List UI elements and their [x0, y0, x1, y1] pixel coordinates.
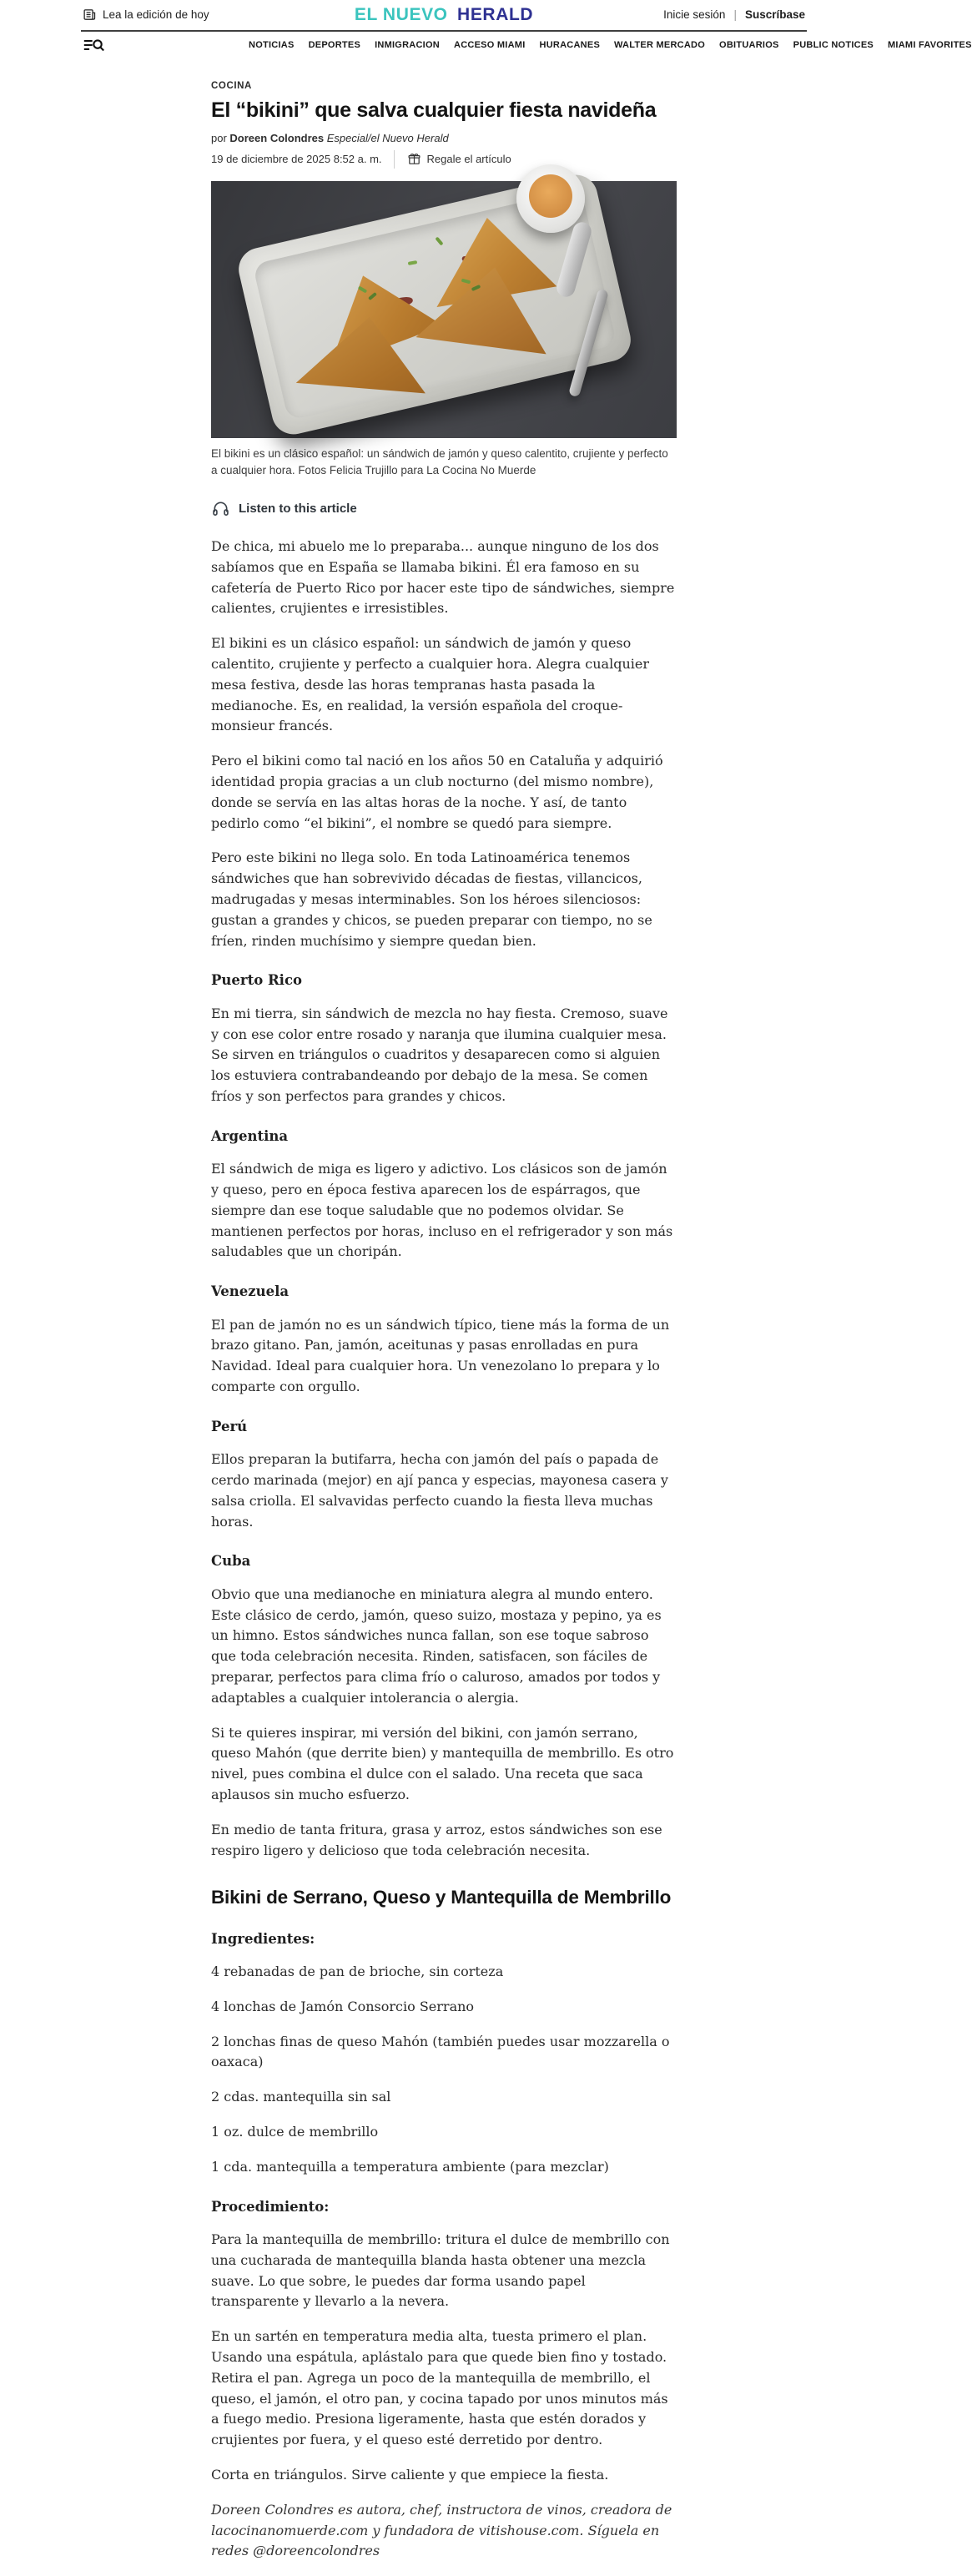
article-paragraph: Pero este bikini no llega solo. En toda Latinoamérica tenemos sándwiches que han sobrevivido décadas de fiestas, villancicos, madrugadas y mesas interminables. Son los héroes silenciosos: gustan a grandes y chicos, se pueden preparar con tiempo, no se fríen, rinden muchísimo y siempre quedan bien. — [211, 849, 652, 949]
nav-item-miami-favorites[interactable]: MIAMI FAVORITES — [888, 40, 972, 50]
article-subheading: Puerto Rico — [211, 972, 302, 989]
byline-prefix: por — [211, 131, 227, 144]
article-paragraph: Pero el bikini como tal nació en los años 50 en Cataluña y adquirió identidad propia gracias a un club nocturno (del mismo nombre), donde se servía en las altas horas de la noche. Y así, de tanto pedirlo como “el bikini”, el nombre se quedó para siempre. — [211, 753, 663, 831]
logo-primary: EL NUEVO — [354, 4, 448, 24]
account-divider: | — [733, 8, 737, 21]
article — [211, 59, 677, 2562]
photo-ramekin-spread — [529, 174, 572, 218]
nav-item-huracanes[interactable]: HURACANES — [539, 40, 601, 50]
article-paragraph: De chica, mi abuelo me lo preparaba... aunque ninguno de los dos sabíamos que en España se llamaba bikini. Él era famoso en su cafetería de Puerto Rico por hacer este tipo de sándwiches, siempre calientes, crujientes e irresistibles. — [211, 538, 675, 617]
site-header — [81, 0, 972, 59]
article-paragraph: 1 cda. mantequilla a temperatura ambiente (para mezclar) — [211, 2158, 609, 2175]
article-paragraph: 1 oz. dulce de membrillo — [211, 2123, 379, 2140]
nav-item-inmigracion[interactable]: INMIGRACION — [375, 40, 440, 50]
article-subheading: Perú — [211, 1418, 248, 1434]
article-paragraph: Para la mantequilla de membrillo: tritura el dulce de membrillo con una cucharada de mantequilla blanda hasta obtener una mezcla suave. Lo que sobre, le puedes dar forma usando papel transparente y llevarlo a la nevera. — [211, 2231, 670, 2310]
nav-item-public-notices[interactable]: PUBLIC NOTICES — [793, 40, 874, 50]
photo-caption: El bikini es un clásico español: un sándwich de jamón y queso calentito, crujiente y perfecto a cualquier hora. Fotos Felicia Trujillo para La Cocina No Muerde — [211, 446, 668, 476]
account-links — [663, 8, 805, 21]
publish-date: 19 de diciembre de 2025 8:52 a. m. — [211, 153, 382, 165]
article-meta — [211, 150, 677, 169]
brand-logo[interactable] — [355, 5, 533, 25]
menu-search-button[interactable] — [83, 38, 105, 53]
byline — [211, 132, 677, 144]
headphones-icon — [211, 499, 230, 518]
edition-label: Lea la edición de hoy — [103, 8, 209, 21]
article-subheading: Procedimiento: — [211, 2198, 330, 2215]
edition-link[interactable] — [83, 8, 209, 22]
article-paragraph: 2 cdas. mantequilla sin sal — [211, 2089, 391, 2105]
primary-nav — [249, 40, 972, 50]
primary-navbar — [81, 32, 972, 59]
nav-item-obituarios[interactable]: OBITUARIOS — [719, 40, 779, 50]
article-paragraph: 4 lonchas de Jamón Consorcio Serrano — [211, 1998, 475, 2014]
article-paragraph: El sándwich de miga es ligero y adictivo. Los clásicos son de jamón y queso, pero en época festiva aparecen los de espárragos, que siempre dan ese toque saludable que no podemos olvidar. Se mantienen perfectos por horas, incluso en el refrigerador y son más saludables que un choripán. — [211, 1161, 673, 1260]
article-subheading: Ingredientes: — [211, 1930, 315, 1947]
article-paragraph: Ellos preparan la butifarra, hecha con jamón del país o papada de cerdo marinada (mejor) en ají panca y especias, mayonesa casera y salsa criolla. El salvavidas perfecto cuando la fiesta lleva muchas horas. — [211, 1451, 668, 1530]
article-subheading: Cuba — [211, 1553, 251, 1570]
article-paragraph: Si te quieres inspirar, mi versión del bikini, con jamón serrano, queso Mahón (que derrite bien) y mantequilla de membrillo. Es otro nivel, pues combina el dulce con el salado. Una receta que saca aplausos sin mucho esfuerzo. — [211, 1724, 674, 1803]
recipe-title: Bikini de Serrano, Queso y Mantequilla de Membrillo — [211, 1887, 672, 1908]
article-paragraph: En mi tierra, sin sándwich de mezcla no hay fiesta. Cremoso, suave y con ese color entre rosado y naranja que ilumina cualquier mesa. Se sirven en triángulos o cuadritos y desaparecen como si alguien los estuviera contrabandeando por debajo de la mesa. Se comen fríos y son perfectos para grandes y chicos. — [211, 1005, 668, 1104]
gift-article-link[interactable] — [394, 150, 511, 169]
article-paragraph: Corta en triángulos. Sirve caliente y que empiece la fiesta. — [211, 2466, 609, 2483]
nav-item-walter-mercado[interactable]: WALTER MERCADO — [614, 40, 706, 50]
article-paragraph: 2 lonchas finas de queso Mahón (también puedes usar mozzarella o oaxaca) — [211, 2033, 670, 2070]
article-subheading: Venezuela — [211, 1283, 290, 1300]
article-paragraph: 4 rebanadas de pan de brioche, sin corteza — [211, 1964, 504, 1979]
author-bio: Doreen Colondres es autora, chef, instructora de vinos, creadora de lacocinanomuerde.com y fundadora de vitishouse.com. Síguela en redes @doreencolondres — [211, 2501, 672, 2559]
newspaper-icon — [83, 8, 97, 22]
article-paragraph: El bikini es un clásico español: un sándwich de jamón y queso calentito, crujiente y perfecto a cualquier hora. Alegra cualquier mesa festiva, desde las horas tempranas hasta pasada la medianoche. Es, en realidad, la versión española del croque-monsieur francés. — [211, 635, 649, 734]
article-title: El “bikini” que salva cualquier fiesta navideña — [211, 98, 657, 122]
topbar — [81, 0, 807, 32]
signin-link[interactable]: Inicie sesión — [663, 8, 726, 21]
menu-search-icon — [83, 38, 105, 53]
section-kicker[interactable]: COCINA — [211, 81, 252, 91]
nav-item-acceso-miami[interactable]: ACCESO MIAMI — [454, 40, 526, 50]
listen-label: Listen to this article — [239, 502, 357, 516]
listen-row[interactable] — [211, 499, 677, 518]
article-subheading: Argentina — [211, 1127, 289, 1144]
article-paragraph: En medio de tanta fritura, grasa y arroz, estos sándwiches son ese respiro ligero y delicioso que toda celebración necesita. — [211, 1821, 662, 1858]
author-affiliation: Especial/el Nuevo Herald — [326, 131, 449, 144]
article-paragraph: En un sartén en temperatura media alta, tuesta primero el plan. Usando una espátula, aplástalo para que quede bien fino y tostado. Retira el pan. Agrega un poco de la mantequilla de membrillo, el queso, el jamón, el otro pan, y cocina tapado por unos minutos más a fuego medio. Presiona ligeramente, hasta que estén dorados y crujientes por fuera, y el queso esté derretido por dentro. — [211, 2328, 668, 2448]
nav-item-noticias[interactable]: NOTICIAS — [249, 40, 295, 50]
gift-icon — [407, 152, 421, 166]
nav-item-deportes[interactable]: DEPORTES — [308, 40, 361, 50]
subscribe-link[interactable]: Suscríbase — [744, 8, 805, 21]
logo-secondary: HERALD — [457, 4, 534, 24]
article-paragraph: El pan de jamón no es un sándwich típico, tiene más la forma de un brazo gitano. Pan, jamón, aceitunas y pasas enrolladas en pura Navidad. Ideal para cualquier hora. Un venezolano lo prepara y lo comparte con orgullo. — [211, 1316, 670, 1395]
author-name[interactable]: Doreen Colondres — [229, 131, 325, 144]
article-body — [211, 537, 677, 2562]
gift-label: Regale el artículo — [426, 153, 511, 165]
hero-photo — [211, 181, 677, 438]
article-paragraph: Obvio que una medianoche en miniatura alegra al mundo entero. Este clásico de cerdo, jamón, queso suizo, mostaza y pepino, ya es un himno. Estos sándwiches nunca fallan, son ese toque sabroso que toda celebración necesita. Rinden, satisfacen, son fáciles de preparar, perfectos para clima frío o caluroso, amados por todos y adaptables a cualquier intolerancia o alergia. — [211, 1585, 662, 1706]
